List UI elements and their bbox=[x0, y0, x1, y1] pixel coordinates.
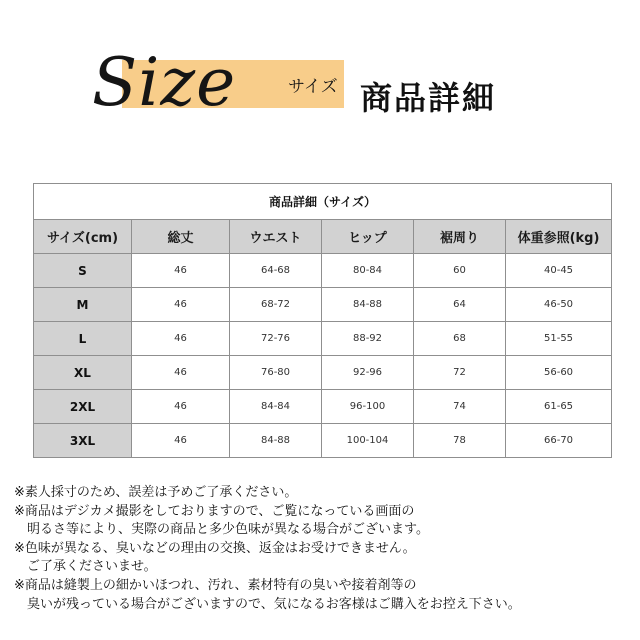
table-cell: 88-92 bbox=[322, 322, 414, 356]
table-cell: 68-72 bbox=[230, 288, 322, 322]
size-table bbox=[33, 183, 612, 458]
table-cell: 46 bbox=[132, 356, 230, 390]
header-subtitle: サイズ bbox=[288, 77, 338, 97]
table-cell: 46 bbox=[132, 322, 230, 356]
note-line: 臭いが残っている場合がございますので、気になるお客様はご購入をお控え下さい。 bbox=[14, 596, 521, 612]
size-cell: S bbox=[34, 254, 132, 288]
column-header: 体重参照(kg) bbox=[506, 220, 612, 254]
table-cell: 51-55 bbox=[506, 322, 612, 356]
header-title: 商品詳細 bbox=[360, 79, 497, 117]
table-cell: 76-80 bbox=[230, 356, 322, 390]
column-header: 総丈 bbox=[132, 220, 230, 254]
table-row bbox=[34, 288, 612, 322]
table-row bbox=[34, 254, 612, 288]
table-cell: 72 bbox=[414, 356, 506, 390]
size-cell: 3XL bbox=[34, 424, 132, 458]
table-row bbox=[34, 356, 612, 390]
table-header-row bbox=[34, 220, 612, 254]
note-line: ※商品は縫製上の細かいほつれ、汚れ、素材特有の臭いや接着剤等の bbox=[14, 577, 417, 593]
size-table-container bbox=[33, 183, 611, 458]
table-cell: 46 bbox=[132, 390, 230, 424]
table-cell: 61-65 bbox=[506, 390, 612, 424]
column-header: サイズ(cm) bbox=[34, 220, 132, 254]
table-cell: 84-84 bbox=[230, 390, 322, 424]
column-header: 裾周り bbox=[414, 220, 506, 254]
table-row bbox=[34, 424, 612, 458]
note-line: ※色味が異なる、臭いなどの理由の交換、返金はお受けできません。 bbox=[14, 540, 416, 556]
table-cell: 100-104 bbox=[322, 424, 414, 458]
table-cell: 96-100 bbox=[322, 390, 414, 424]
notes-block bbox=[14, 484, 634, 614]
table-cell: 80-84 bbox=[322, 254, 414, 288]
table-caption: 商品詳細（サイズ） bbox=[34, 184, 612, 220]
table-row bbox=[34, 390, 612, 424]
table-cell: 84-88 bbox=[230, 424, 322, 458]
script-title: Size bbox=[92, 44, 237, 121]
size-cell: XL bbox=[34, 356, 132, 390]
table-cell: 74 bbox=[414, 390, 506, 424]
column-header: ウエスト bbox=[230, 220, 322, 254]
size-cell: L bbox=[34, 322, 132, 356]
table-cell: 72-76 bbox=[230, 322, 322, 356]
table-cell: 46 bbox=[132, 288, 230, 322]
note-line: 明るさ等により、実際の商品と多少色味が異なる場合がございます。 bbox=[14, 522, 429, 538]
header-banner bbox=[0, 0, 640, 160]
note-line: ※素人採寸のため、誤差は予めご了承ください。 bbox=[14, 485, 298, 500]
size-cell: M bbox=[34, 288, 132, 322]
table-cell: 84-88 bbox=[322, 288, 414, 322]
note-line: ご了承くださいませ。 bbox=[14, 559, 157, 575]
table-cell: 66-70 bbox=[506, 424, 612, 458]
column-header: ヒップ bbox=[322, 220, 414, 254]
table-cell: 64-68 bbox=[230, 254, 322, 288]
table-cell: 46 bbox=[132, 254, 230, 288]
table-cell: 60 bbox=[414, 254, 506, 288]
table-cell: 78 bbox=[414, 424, 506, 458]
table-cell: 46 bbox=[132, 424, 230, 458]
table-cell: 40-45 bbox=[506, 254, 612, 288]
size-cell: 2XL bbox=[34, 390, 132, 424]
table-cell: 64 bbox=[414, 288, 506, 322]
table-row bbox=[34, 322, 612, 356]
table-cell: 56-60 bbox=[506, 356, 612, 390]
table-cell: 46-50 bbox=[506, 288, 612, 322]
table-cell: 68 bbox=[414, 322, 506, 356]
table-cell: 92-96 bbox=[322, 356, 414, 390]
note-line: ※商品はデジカメ撮影をしておりますので、ご覧になっている画面の bbox=[14, 503, 415, 519]
